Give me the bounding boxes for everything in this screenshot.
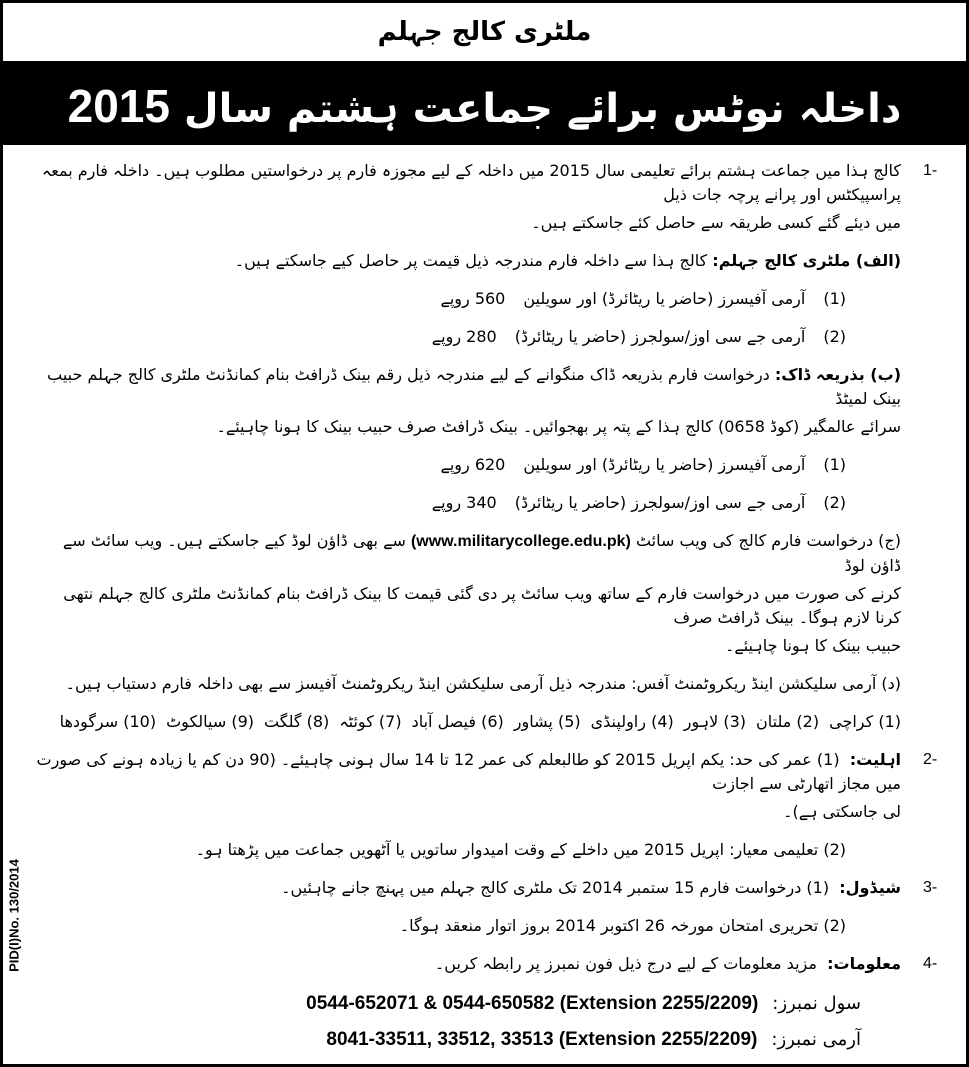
city-list (33, 706, 901, 744)
daal-line (33, 668, 901, 706)
section-number: 2- (923, 751, 938, 768)
item-who: آرمی آفیسرز (حاضر یا ریٹائرڈ) اور سویلین (523, 455, 806, 474)
alif-text: کالج ہذا سے داخلہ فارم مندرجہ ذیل قیمت پر حاصل کیے جاسکتے ہیں۔ (234, 251, 708, 270)
section-number: 1- (923, 162, 938, 179)
army-numbers (33, 1022, 901, 1058)
jeem-text: سے بھی ڈاؤن لوڈ کیے جاسکتے ہیں۔ ویب سائٹ سے ڈاؤن لوڈ (62, 531, 901, 575)
price-item (33, 487, 901, 525)
notice-year: 2015 (67, 80, 170, 132)
section1-line2: میں دیئے گئے کسی طریقہ سے حاصل کئے جاسکتے ہیں۔ (531, 213, 901, 232)
city-item: (10) سرگودھا (59, 712, 157, 731)
city-item: (8) گلگت (264, 712, 330, 731)
army-label: آرمی نمبرز: (771, 1029, 861, 1050)
section2-label: اہلیت: (849, 750, 901, 769)
city-item: (6) فیصل آباد (411, 712, 504, 731)
city-item: (5) پشاور (513, 712, 581, 731)
city-item: (2) ملتان (756, 712, 820, 731)
army-phone: 8041-33511, 33512, 33513 (Extension 2255/2209) (326, 1029, 758, 1050)
bay-line1 (33, 359, 901, 411)
contact-text: مزید معلومات کے لیے درج ذیل فون نمبرز پر رابطہ کریں۔ (434, 954, 817, 973)
section3-label: شیڈول: (839, 878, 901, 897)
daal-text: مندرجہ ذیل آرمی سلیکشن اینڈ ریکروٹمنٹ آفیسز سے بھی داخلہ فارم دستیاب ہیں۔ (65, 674, 627, 693)
section2-line1 (33, 744, 938, 796)
item-who: آرمی جے سی اوز/سولجرز (حاضر یا ریٹائرڈ) (514, 493, 806, 512)
city-item: (3) لاہور (683, 712, 747, 731)
jeem-line1 (33, 525, 901, 578)
jeem-line2: کرنے کی صورت میں درخواست فارم کے ساتھ ویب سائٹ پر دی گئی قیمت کا بینک ڈرافٹ بنام کمانڈنٹ ملٹری کالج جہلم نتھی کرنا لازم ہوگا۔ بینک ڈرافٹ صرف (63, 584, 901, 627)
section1-text: کالج ہذا میں جماعت ہشتم برائے تعلیمی سال 2015 میں داخلہ کے لیے مجوزہ فارم پر درخواستیں مطلوب ہیں۔ داخلہ فارم بمعہ پراسپیکٹس اور پرانے پرچہ جات ذیل (41, 161, 901, 204)
price-item (33, 283, 901, 321)
age-limit-text: (1) عمر کی حد: یکم اپریل 2015 کو طالبعلم کی عمر 12 تا 14 سال ہونی چاہیئے۔ (90 دن کم یا زیادہ ہونے کی صورت میں مجاز اتھارٹی سے اجازت (36, 750, 901, 793)
section1-line1 (33, 155, 938, 207)
alif-line (33, 245, 901, 283)
section4-label: معلومات: (827, 954, 901, 973)
alif-label: (الف) ملٹری کالج جہلم: (712, 251, 901, 270)
notice-body (3, 145, 966, 1064)
bay-text: درخواست فارم بذریعہ ڈاک منگوانے کے لیے مندرجہ ذیل رقم بینک ڈرافٹ بنام کمانڈنٹ ملٹری کالج جہلم حبیب بینک لمیٹڈ (47, 365, 901, 408)
deadline-text: (1) درخواست فارم 15 ستمبر 2014 تک ملٹری کالج جہلم میں پہنچ جانے چاہئیں۔ (281, 878, 830, 897)
civil-label: سول نمبرز: (772, 993, 861, 1014)
item-num: (2) (823, 327, 846, 346)
website-link[interactable]: (www.militarycollege.edu.pk) (410, 533, 631, 550)
item-num: (2) (823, 493, 846, 512)
item-who: آرمی جے سی اوز/سولجرز (حاضر یا ریٹائرڈ) (514, 327, 806, 346)
city-item: (4) راولپنڈی (590, 712, 674, 731)
jeem-line3: حبیب بینک کا ہونا چاہیئے۔ (724, 636, 901, 655)
civil-phone: 0544-652071 & 0544-650582 (Extension 2255/2209) (306, 993, 759, 1014)
city-item: (1) کراچی (829, 712, 901, 731)
item-num: (1) (823, 289, 846, 308)
notice-title-band (3, 63, 966, 145)
civil-numbers (33, 986, 901, 1022)
bay-label: (ب) بذریعہ ڈاک: (774, 365, 901, 384)
exam-date: (2) تحریری امتحان مورخہ 26 اکتوبر 2014 بروز اتوار منعقد ہوگا۔ (399, 916, 846, 935)
price-item (33, 321, 901, 359)
education-criteria: (2) تعلیمی معیار: اپریل 2015 میں داخلے کے وقت امیدوار ساتویں یا آٹھویں جماعت میں پڑھتا ہو۔ (195, 840, 846, 859)
city-item: (9) سیالکوٹ (166, 712, 255, 731)
city-item: (7) کوئٹہ (339, 712, 402, 731)
item-price: 280 روپے (431, 327, 497, 346)
daal-label: (د) آرمی سلیکشن اینڈ ریکروٹمنٹ آفس: (631, 674, 901, 693)
college-name: ملٹری کالج جہلم (3, 3, 966, 63)
section3-line1 (33, 872, 938, 910)
bay-line2: سرائے عالمگیر (کوڈ 0658) کالج ہذا کے پتہ پر بھجوائیں۔ بینک ڈرافٹ صرف حبیب بینک کا ہونا چاہیئے۔ (216, 417, 901, 436)
section4-line1 (33, 948, 938, 986)
notice-title: داخلہ نوٹس برائے جماعت ہشتم سال (183, 86, 902, 132)
item-price: 560 روپے (440, 289, 506, 308)
section2-line2: لی جاسکتی ہے)۔ (783, 802, 901, 821)
price-item (33, 449, 901, 487)
pid-number: PID(I)No. 130/2014 (6, 859, 22, 972)
section-number: 3- (923, 879, 938, 896)
item-price: 340 روپے (431, 493, 497, 512)
section-number: 4- (923, 955, 938, 972)
jeem-text: (ج) درخواست فارم کالج کی ویب سائٹ (635, 531, 901, 550)
item-num: (1) (823, 455, 846, 474)
item-who: آرمی آفیسرز (حاضر یا ریٹائرڈ) اور سویلین (523, 289, 806, 308)
item-price: 620 روپے (440, 455, 506, 474)
